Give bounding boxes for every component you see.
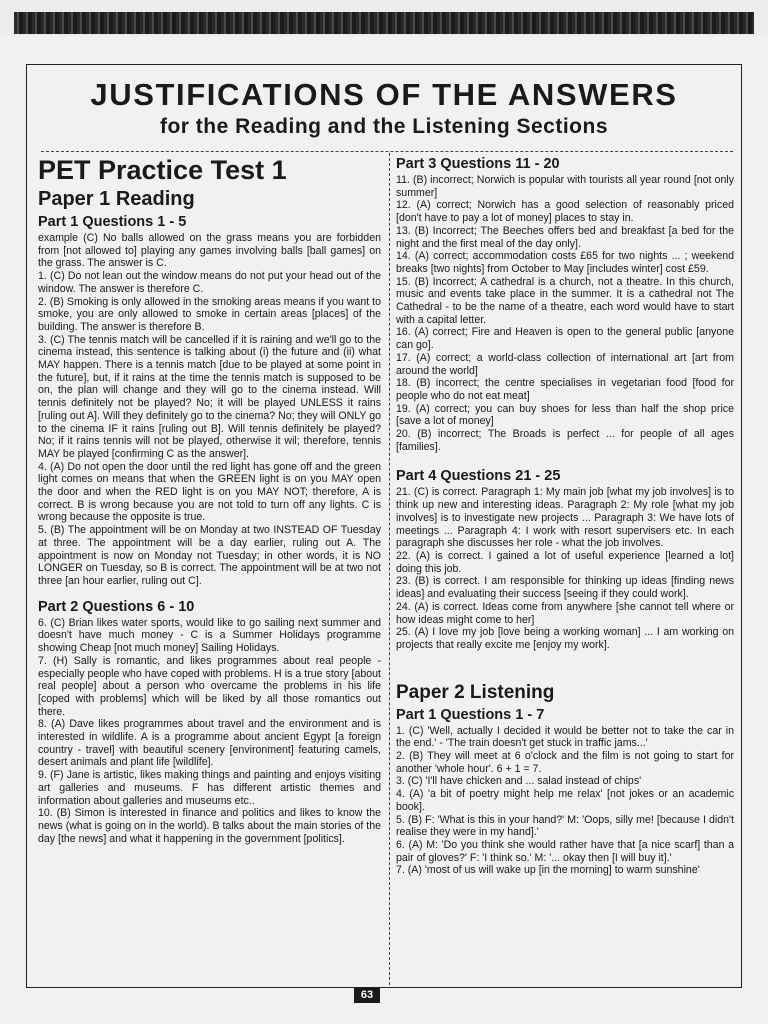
answer-reading-13: 13. (B) Incorrect; The Beeches offers bed and breakfast [a bed for the night and the first meal of the day only]. xyxy=(396,224,734,250)
reading-part1-heading: Part 1 Questions 1 - 5 xyxy=(38,214,187,230)
reading-part4-heading: Part 4 Questions 21 - 25 xyxy=(396,468,561,485)
answer-reading-9: 9. (F) Jane is artistic, likes making things and painting and enjoys visiting art galleries and museums. F has different artistic themes and information about galleries and museums etc.. xyxy=(38,769,381,807)
answer-reading-25: 25. (A) I love my job [love being a working woman] ... I am working on projects that really excite me [enjoy my work]. xyxy=(396,626,734,651)
answer-example: example (C) No balls allowed on the grass means you are forbidden from [not allowed to] playing any games involving balls [ball games] on the grass. The answer is C. xyxy=(38,232,381,270)
answer-reading-19: 19. (A) correct; you can buy shoes for less than half the shop price [save a lot of money] xyxy=(396,402,734,428)
answer-reading-21: 21. (C) is correct. Paragraph 1: My main job [what my job involves] is to think up new and interesting ideas. Paragraph 2: My role [what my job involves] is to investigate new projects ... Paragraph 3: We have lots of meetings ... Paragraph 4: I work with resort supervisers etc. In each paragraph she discusses her role - what the job involves. xyxy=(396,486,734,550)
answer-reading-8: 8. (A) Dave likes programmes about travel and the environment and is interested in wildlife. A is a programme about ancient Egypt [a foreign country - travel] with beautiful scenery [environment] featuring camels, desert animals and plant life [wildlife]. xyxy=(38,718,381,769)
answer-reading-3: 3. (C) The tennis match will be cancelled if it is raining and we'll go to the cinema instead, this sentence is talking about (i) the future and (ii) what MAY happen. There is a tennis match [due to be played at some point in the future], but, if it rains at the time the tennis match is supposed to be on, the plan will change and they will go to the cinema instead. Will tennis definitely not be played? No; it will be played UNLESS it rains [ruling out A]. Will they definitely go to the cinema? No; they will ONLY go to the cinema IF it rains [ruling out B]. Will tennis definitely be played? No; if it rains tennis will not be played, otherwise it wil; therefore, tennis MAY be played [confirming C as the answer]. xyxy=(38,333,381,460)
answer-reading-24: 24. (A) is correct. Ideas come from anywhere [she cannot tell where or how ideas might come to her] xyxy=(396,600,734,626)
page-number: 63 xyxy=(354,988,380,1003)
right-column xyxy=(396,153,734,877)
page-frame xyxy=(26,64,742,988)
column-divider xyxy=(389,153,390,985)
answer-reading-12: 12. (A) correct; Norwich has a good selection of reasonably priced [don't have to pay a lot of money] places to stay in. xyxy=(396,199,734,225)
answer-reading-14: 14. (A) correct; accommodation costs £65 for two nights ... ; weekend breaks [two nights] from October to May [includes winter] cost £59. xyxy=(396,250,734,275)
answer-reading-1: 1. (C) Do not lean out the window means do not put your head out of the window. The answer is therefore C. xyxy=(38,270,381,295)
answer-listening-3: 3. (C) 'I'll have chicken and ... salad instead of chips' xyxy=(396,775,642,788)
paper-1-heading: Paper 1 Reading xyxy=(38,188,195,210)
answer-reading-7: 7. (H) Sally is romantic, and likes programmes about real people - especially people who have coped with problems. H is a true story [about real people] about a person who overcame the problems in his life [coped with problems] which will be liked by all those romantics out there. xyxy=(38,654,381,718)
left-column xyxy=(38,153,381,845)
answer-reading-20: 20. (B) incorrect; The Broads is perfect ... for people of all ages [families]. xyxy=(396,428,734,453)
answer-reading-17: 17. (A) correct; a world-class collection of international art [art from around the world] xyxy=(396,351,734,377)
page-title: JUSTIFICATIONS OF THE ANSWERS xyxy=(90,77,678,112)
reading-part3-heading: Part 3 Questions 11 - 20 xyxy=(396,156,560,172)
answer-listening-6: 6. (A) M: 'Do you think she would rather have that [a nice scarf] than a pair of gloves?' F: 'I think so.' M: '... okay then [I will buy it].' xyxy=(396,838,734,864)
scan-dark-strip xyxy=(14,12,754,34)
answer-reading-23: 23. (B) is correct. I am responsible for thinking up ideas [finding news ideas] and evaluating their success [seeing if they could work]. xyxy=(396,575,734,601)
answer-reading-18: 18. (B) incorrect; the centre specialises in vegetarian food [food for people who do not eat meat] xyxy=(396,377,734,402)
answer-reading-6: 6. (C) Brian likes water sports, would like to go sailing next summer and doesn't have much money - C is a Summer Holidays programme showing Cheap [not much money] Sailing Holidays. xyxy=(38,616,381,655)
answer-listening-2: 2. (B) They will meet at 6 o'clock and the film is not going to start for another 'whole hour'. 6 + 1 = 7. xyxy=(396,750,734,775)
paper-2-heading: Paper 2 Listening xyxy=(396,681,555,703)
answer-reading-22: 22. (A) is correct. I gained a lot of useful experience [learned a lot] doing this job. xyxy=(396,549,734,575)
header-divider xyxy=(41,151,733,152)
page-subtitle: for the Reading and the Listening Sections xyxy=(159,115,609,138)
scan-top-edge xyxy=(0,0,768,36)
answer-listening-5: 5. (B) F: 'What is this in your hand?' M: 'Oops, silly me! [because I didn't realise they were in my hand].' xyxy=(396,813,734,839)
answer-listening-1: 1. (C) 'Well, actually I decided it would be better not to take the car in the end.' - 'The train doesn't get stuck in traffic jams...' xyxy=(396,724,734,750)
test-title: PET Practice Test 1 xyxy=(38,155,287,185)
answer-reading-5: 5. (B) The appointment will be on Monday at two INSTEAD OF Tuesday at three. The appointment will be a day earlier, ruling out A. The appointment is now on Monday not Tuesday; in other words, it is NO LONGER on Tuesday, so B is correct. The appointment will be at two not three [an hour earlier, ruling out C]. xyxy=(38,524,381,587)
answer-reading-10: 10. (B) Simon is interested in finance and politics and likes to know the news (what is going on in the world). B talks about the main stories of the day [the news] and what it happening in the government [politics]. xyxy=(38,807,381,845)
answer-listening-7: 7. (A) 'most of us will wake up [in the morning] to warm sunshine' xyxy=(396,864,700,877)
answer-reading-11: 11. (B) incorrect; Norwich is popular with tourists all year round [not only summer] xyxy=(396,174,734,199)
answer-reading-15: 15. (B) Incorrect; A cathedral is a church, not a theatre. In this church, music and events take place in the summer. It is a cathedral not The Cathedral - to be the name of a theatre, each word would have to start with a capital letter. xyxy=(396,275,734,326)
answer-listening-4: 4. (A) 'a bit of poetry might help me relax' [not jokes or an academic book]. xyxy=(396,788,734,813)
reading-part2-heading: Part 2 Questions 6 - 10 xyxy=(38,598,195,615)
answer-reading-4: 4. (A) Do not open the door until the red light has gone off and the green light comes on means that when the GREEN light is on you MAY open the door and when the RED light is on you MAY NOT; therefore, A is correct. B is wrong because you are not told to turn off any lights. C is wrong because the opposite is true. xyxy=(38,460,381,524)
answer-reading-2: 2. (B) Smoking is only allowed in the smoking areas means if you want to smoke, you are only allowed to smoke in certain areas [places] of the building. The answer is therefore B. xyxy=(38,295,381,333)
answer-reading-16: 16. (A) correct; Fire and Heaven is open to the general public [anyone can go]. xyxy=(396,326,734,352)
listening-part1-heading: Part 1 Questions 1 - 7 xyxy=(396,706,545,723)
